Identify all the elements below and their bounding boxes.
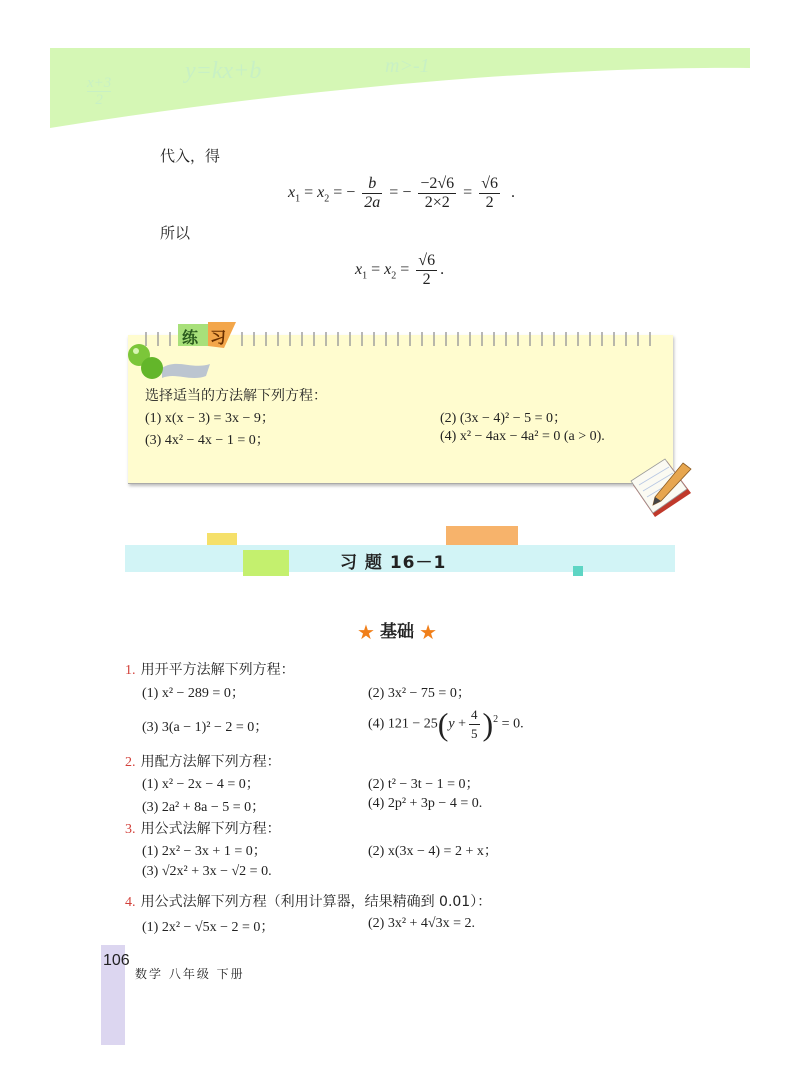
q2-number: 2. (125, 755, 136, 770)
practice-item-4: (4) x² − 4ax − 4a² = 0 (a > 0). (440, 429, 605, 444)
q1-text: 用开平方法解下列方程： (140, 662, 295, 678)
frac-neg2root6 (418, 175, 456, 212)
practice-tag-char2: 习 (210, 328, 227, 347)
star-icon-right: ★ (419, 620, 438, 644)
header-deco-frac-den: 2 (95, 92, 103, 108)
q2-item-4: (4) 2p² + 3p − 4 = 0. (368, 796, 483, 811)
q4-number: 4. (125, 895, 136, 910)
q1-number: 1. (125, 663, 136, 678)
frac1-num: b (362, 175, 382, 194)
eq-sub2: 2 (324, 193, 330, 205)
eq-x1: x (288, 184, 296, 202)
q4-item-2: (2) 3x² + 4√3x = 2. (368, 916, 475, 931)
q1-item-2: (2) 3x² − 75 = 0； (368, 686, 471, 701)
derivation-equation: $x_1 = x_2$ = − $\frac{b}{2a}$ = − $\frac{-2√6}{2\times 2}$ = $\frac{√6}{2}$ . (288, 175, 515, 211)
pushpin-icon (122, 338, 212, 383)
header-deco-eq1: y=kx+b (185, 58, 262, 84)
q3-item-2: (2) x(3x − 4) = 2 + x； (368, 844, 498, 859)
question-2 (125, 751, 281, 771)
q1-item-3: (3) 3(a − 1)² − 2 = 0； (142, 720, 269, 735)
q2-item-3: (3) 2a² + 8a − 5 = 0； (142, 800, 266, 815)
frac2-den: 2×2 (424, 194, 450, 211)
exercise-title: 习 题 16－1 (340, 553, 447, 573)
q1-item-4: (4) 121 − 25(y + $\frac{4}{5}$ )$^2$ = 0. (368, 706, 524, 742)
notebook-pencil-icon (625, 455, 695, 520)
practice-tag-char1: 练 (182, 328, 199, 347)
book-title: 数学 八年级 下册 (135, 967, 245, 981)
frac-b-over-2a (362, 175, 382, 212)
q3-item-1: (1) 2x² − 3x + 1 = 0； (142, 844, 267, 859)
final-num: √6 (418, 252, 436, 269)
section-title: 基础 (380, 622, 415, 642)
q2-item-2: (2) t² − 3t − 1 = 0； (368, 777, 480, 792)
q3-text: 用公式法解下列方程： (140, 821, 281, 837)
q1-item-4-tail: = 0. (501, 716, 524, 732)
question-3 (125, 818, 281, 838)
question-4 (125, 891, 491, 911)
deco-green-tab (243, 550, 289, 576)
frac3-den: 2 (485, 194, 494, 211)
header-deco-fraction (87, 75, 111, 108)
final-den: 2 (422, 271, 431, 288)
final-frac (416, 252, 437, 289)
frac-root6-over-2 (479, 175, 500, 212)
deco-teal-square (573, 566, 583, 576)
page-number: 106 (103, 952, 130, 969)
q1-item-4-head: (4) 121 − 25 (368, 716, 438, 732)
q3-item-3: (3) √2x² + 3x − √2 = 0. (142, 864, 272, 879)
final-equation: $x_1 = x_2$ = $\frac{√6}{2}$ . (355, 252, 445, 288)
q1-item-1: (1) x² − 289 = 0； (142, 686, 245, 701)
therefore-text: 所以 (160, 224, 191, 242)
practice-instruction: 选择适当的方法解下列方程： (145, 388, 327, 404)
q2-text: 用配方法解下列方程： (140, 754, 281, 770)
section-heading (357, 617, 437, 644)
header-deco-eq2: m>-1 (385, 55, 430, 77)
deco-orange-tab (446, 526, 518, 546)
question-1 (125, 659, 295, 679)
eq-sub1: 1 (295, 193, 301, 205)
frac2-num: −2√6 (420, 175, 455, 192)
practice-item-1: (1) x(x − 3) = 3x − 9； (145, 411, 275, 426)
practice-item-3: (3) 4x² − 4x − 1 = 0； (145, 433, 270, 448)
q4-item-1: (1) 2x² − √5x − 2 = 0； (142, 920, 275, 935)
intro-text: 代入，得 (160, 147, 221, 165)
q3-number: 3. (125, 822, 136, 837)
practice-item-2: (2) (3x − 4)² − 5 = 0； (440, 411, 568, 426)
header-deco-frac-num: x+3 (87, 75, 112, 91)
frac1-den: 2a (364, 194, 381, 211)
q4-text: 用公式法解下列方程（利用计算器，结果精确到 0.01）： (140, 894, 492, 910)
frac3-num: √6 (481, 175, 498, 192)
star-icon-left: ★ (357, 620, 375, 644)
q2-item-1: (1) x² − 2x − 4 = 0； (142, 777, 260, 792)
